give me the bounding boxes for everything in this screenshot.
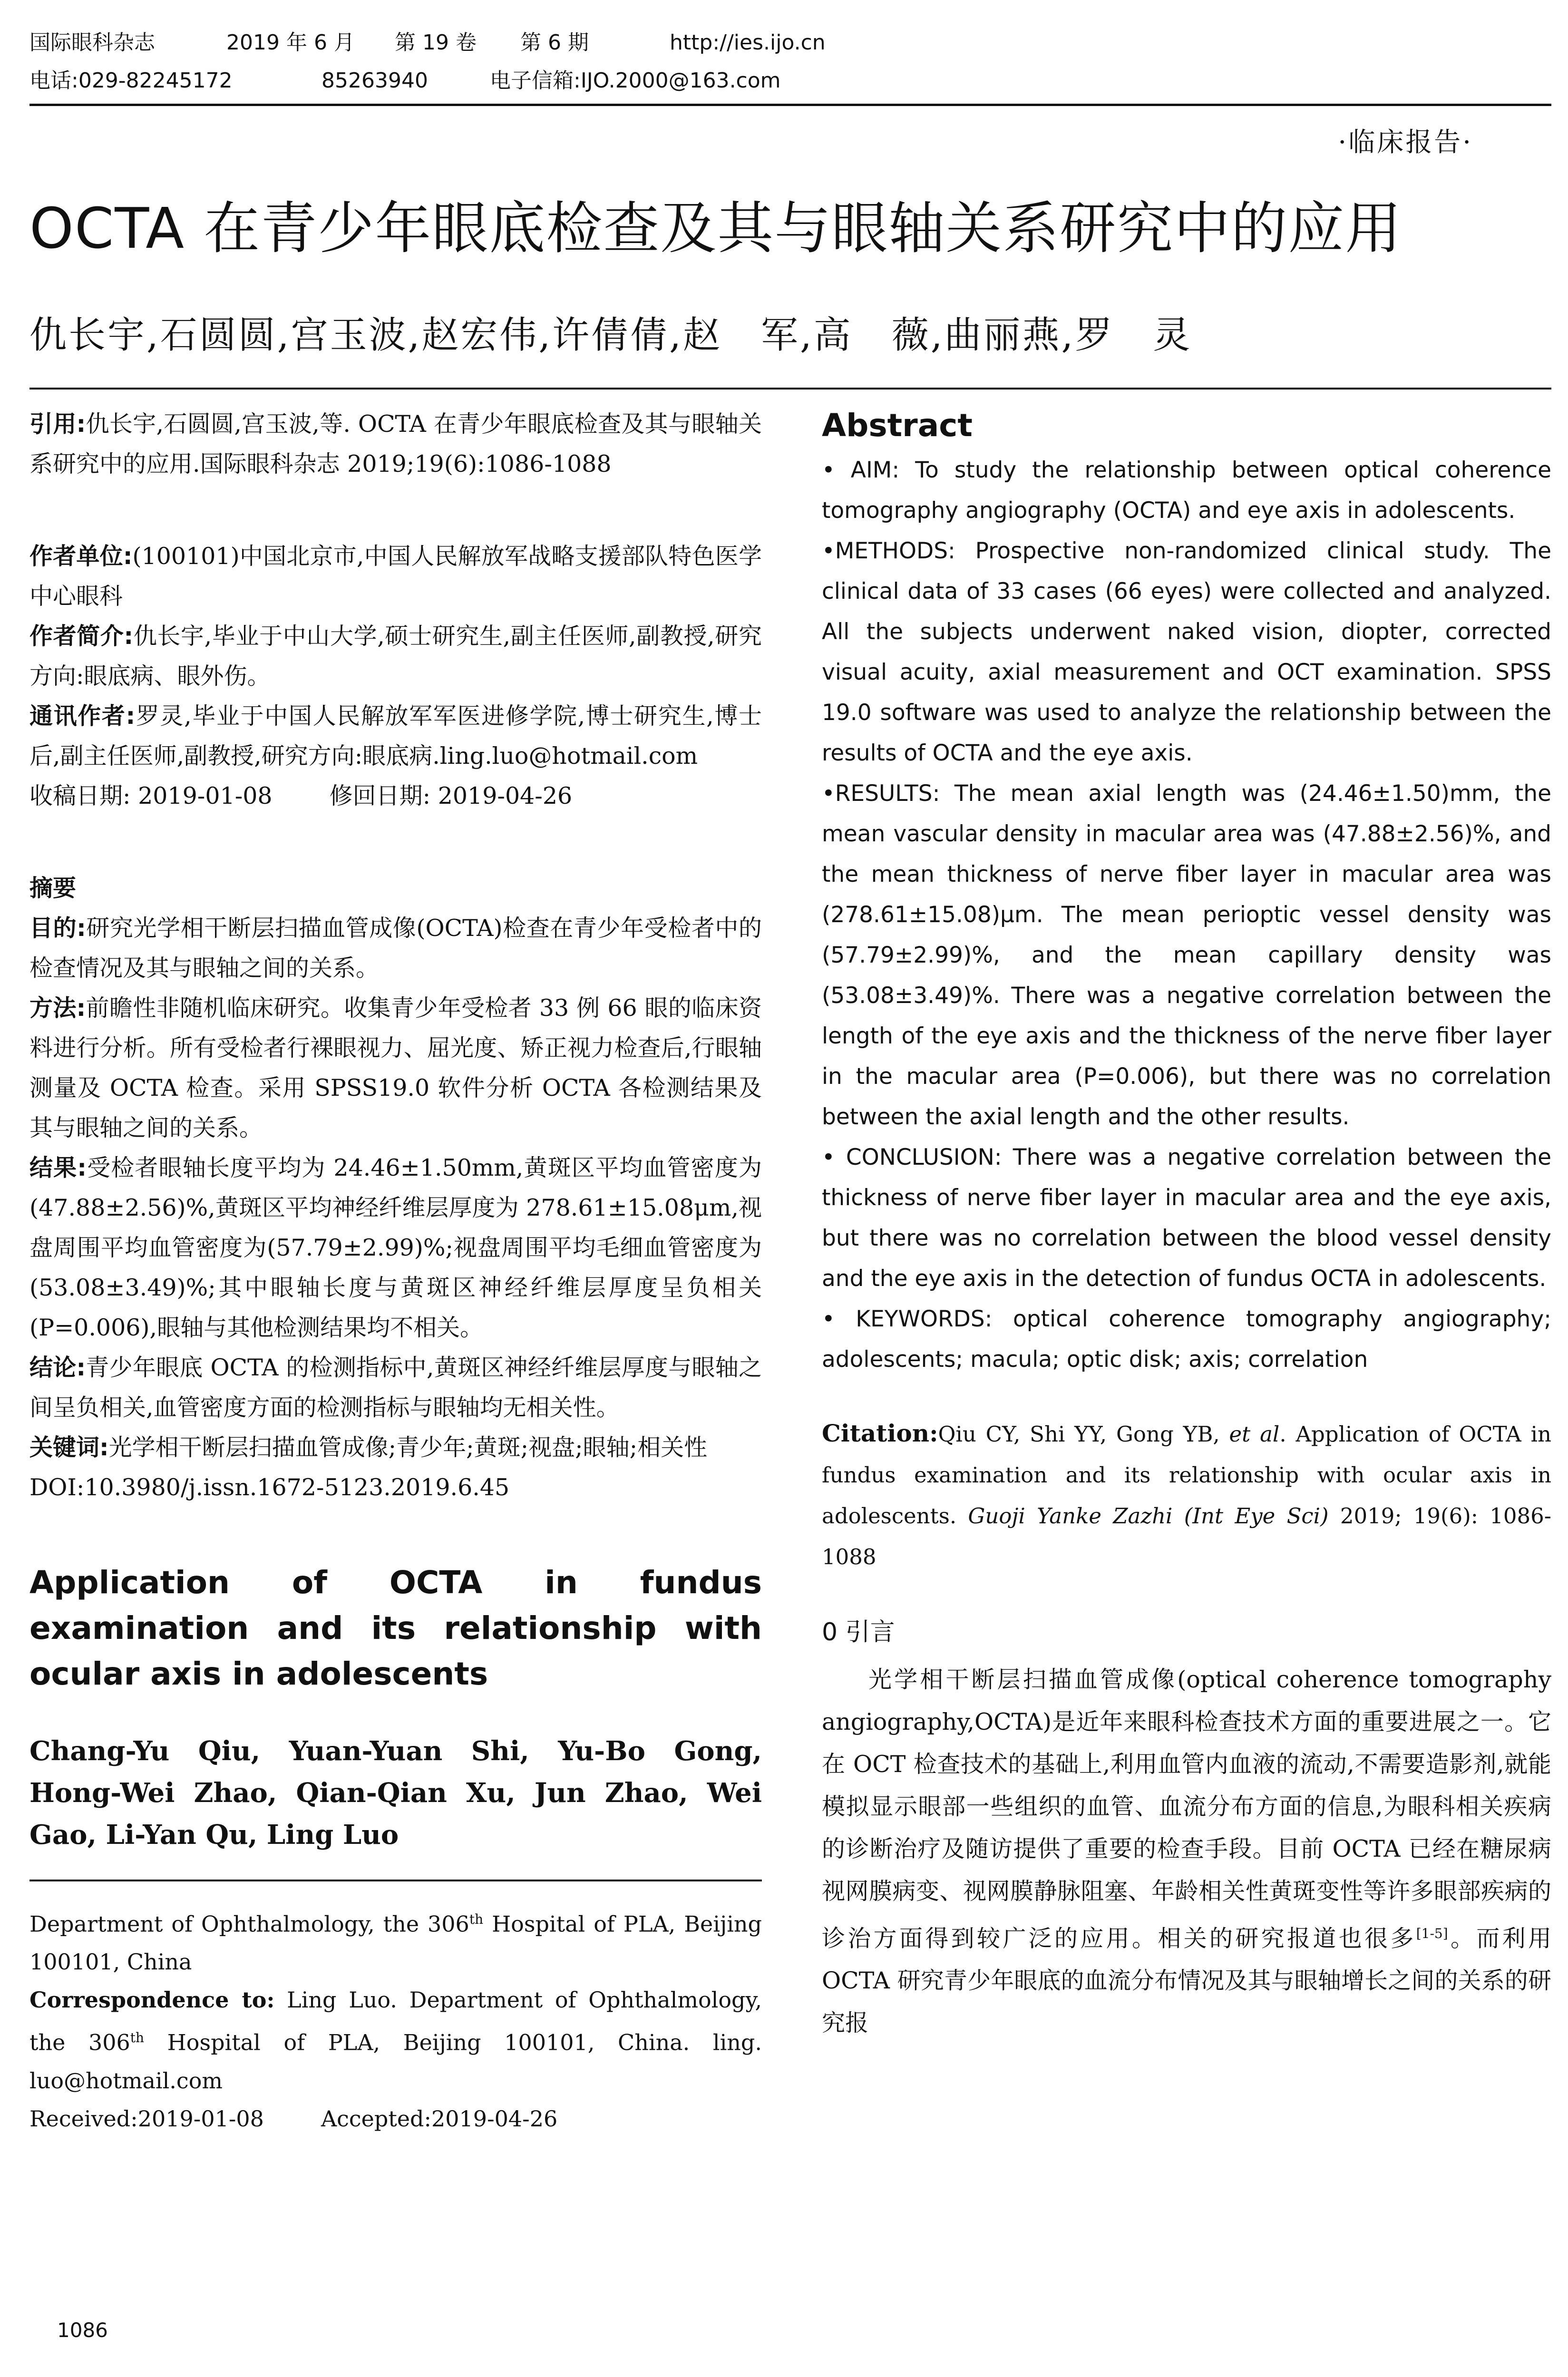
citation-cn-text: 仇长宇,石圆圆,宫玉波,等. OCTA 在青少年眼底检查及其与眼轴关系研究中的应用.国际眼科杂志 2019;19(6):1086-1088 (29, 410, 762, 477)
english-authors: Chang-Yu Qiu, Yuan-Yuan Shi, Yu-Bo Gong, Hong-Wei Zhao, Qian-Qian Xu, Jun Zhao, Wei Gao, Li-Yan Qu, Ling Luo (29, 1735, 762, 1851)
header-divider (29, 104, 1551, 106)
section-tag: ·临床报告· (1338, 127, 1473, 158)
dates-en (29, 2100, 762, 2138)
citation-cn-label: 引用: (29, 410, 86, 438)
methods-cn-label: 方法: (29, 994, 86, 1022)
aim-cn-label: 目的: (29, 915, 86, 942)
aim-cn-text: 研究光学相干断层扫描血管成像(OCTA)检查在青少年受检者中的检查情况及其与眼轴之间的关系。 (29, 915, 762, 982)
author-bio-label: 作者简介: (29, 623, 134, 650)
english-title: Application of OCTA in fundus examination and its relationship with ocular axis in adolescents (29, 1564, 762, 1692)
results-cn-label: 结果: (29, 1154, 87, 1181)
abstract-methods: •METHODS: Prospective non-randomized clinical study. The clinical data of 33 cases (66 eyes) were collected and analyzed. All the subjects underwent naked vision, diopter, corrected visual acuity, axial measurement and OCT examination. SPSS 19.0 software was used to analyze the relationship between the results of OCTA and the eye axis. (822, 538, 1551, 766)
received-en: Received:2019-01-08 (29, 2105, 264, 2132)
aim-cn (29, 908, 762, 988)
citation-en: Citation:Qiu CY, Shi YY, Gong YB, et al. Application of OCTA in fundus examination and its relationship with ocular axis in adolescents. Guoji Yanke Zazhi (Int Eye Sci) 2019; 19(6): 1086-1088 (822, 1419, 1551, 1569)
citation-cn (29, 404, 762, 484)
corresponding-author-label: 通讯作者: (29, 702, 136, 730)
abstract-conclusion: • CONCLUSION: There was a negative correlation between the thickness of nerve fiber layer in macular area and the eye axis, but there was no correlation between the blood vessel density and the eye axis in the detection of fundus OCTA in adolescents. (822, 1144, 1551, 1292)
revised-date: 修回日期: 2019-04-26 (329, 782, 573, 809)
results-cn-text: 受检者眼轴长度平均为 24.46±1.50mm,黄斑区平均血管密度为(47.88±2.56)%,黄斑区平均神经纤维层厚度为 278.61±15.08μm,视盘周围平均血管密度为(57.79±2.99)%;视盘周围平均毛细血管密度为(53.08±3.49)%;其中眼轴长度与黄斑区神经纤维层厚度呈负相关(P=0.006),眼轴与其他检测结果均不相关。 (29, 1154, 762, 1341)
abstract-results: •RESULTS: The mean axial length was (24.46±1.50)mm, the mean vascular density in macular area was (47.88±2.56)%, and the mean thickness of nerve fiber layer in macular area was (278.61±15.08)μm. The mean perioptic vessel density was (57.79±2.99)%, and the mean capillary density was (53.08±3.49)%. There was a negative correlation between the length of the eye axis and the thickness of the nerve fiber layer in the macular area (P=0.006), but there was no correlation between the axial length and the other results. (822, 780, 1551, 1130)
conclusion-cn (29, 1348, 762, 1428)
results-cn (29, 1148, 762, 1348)
dates-cn (29, 776, 762, 816)
corresponding-author (29, 696, 762, 776)
email[interactable]: 电子信箱:IJO.2000@163.com (490, 68, 781, 93)
abstract-cn-heading: 摘要 (29, 875, 77, 902)
journal-name: 国际眼科杂志 (29, 30, 155, 55)
methods-cn-text: 前瞻性非随机临床研究。收集青少年受检者 33 例 66 眼的临床资料进行分析。所有受检者行裸眼视力、屈光度、矫正视力检查后,行眼轴测量及 OCTA 检查。采用 SPSS19.0 软件分析 OCTA 各检测结果及其与眼轴之间的关系。 (29, 994, 762, 1141)
affiliation (29, 536, 762, 616)
author-bio-text: 仇长宇,毕业于中山大学,硕士研究生,副主任医师,副教授,研究方向:眼底病、眼外伤。 (29, 623, 762, 690)
article-title: OCTA 在青少年眼底检查及其与眼轴关系研究中的应用 (29, 195, 1402, 261)
abstract-aim: • AIM: To study the relationship between optical coherence tomography angiography (OCTA) and eye axis in adolescents. (822, 457, 1551, 524)
abstract-en-heading: Abstract (822, 407, 973, 444)
header-row-1 (29, 24, 1551, 62)
phone: 电话:029-82245172 (29, 68, 233, 93)
author-bio (29, 616, 762, 696)
keywords-cn-text: 光学相干断层扫描血管成像;青少年;黄斑;视盘;眼轴;相关性 (108, 1434, 708, 1461)
issue-date: 2019 年 6 月 (226, 30, 355, 55)
introduction-heading: 0 引言 (822, 1618, 895, 1646)
methods-cn (29, 988, 762, 1148)
affiliation-label: 作者单位: (29, 543, 133, 570)
reference-marker[interactable]: [1-5] (1416, 1926, 1448, 1941)
authors-chinese: 仇长宇,石圆圆,宫玉波,赵宏伟,许倩倩,赵 军,高 薇,曲丽燕,罗 灵 (29, 314, 1192, 357)
keywords-cn-label: 关键词: (29, 1434, 109, 1461)
affiliation-text: (100101)中国北京市,中国人民解放军战略支援部队特色医学中心眼科 (29, 543, 762, 610)
abstract-keywords: • KEYWORDS: optical coherence tomography angiography; adolescents; macula; optic disk; axis; correlation (822, 1306, 1551, 1373)
authors-divider (29, 388, 1551, 390)
department-en: Department of Ophthalmology, the 306th Hospital of PLA, Beijing 100101, China (29, 1911, 762, 1975)
header-row-2 (29, 62, 1551, 100)
conclusion-cn-label: 结论: (29, 1354, 86, 1381)
citation-en-label: Citation: (822, 1419, 938, 1447)
journal-header (29, 24, 1551, 100)
accepted-en: Accepted:2019-04-26 (321, 2105, 558, 2132)
volume: 第 19 卷 (395, 30, 477, 55)
correspondence-en-label: Correspondence to: (29, 1987, 275, 2013)
english-authors-divider (29, 1880, 762, 1881)
keywords-cn (29, 1428, 762, 1468)
page-number: 1086 (57, 2319, 108, 2342)
journal-website[interactable]: http://ies.ijo.cn (670, 30, 826, 55)
right-column (822, 404, 1551, 2044)
corresponding-author-text: 罗灵,毕业于中国人民解放军军医进修学院,博士研究生,博士后,副主任医师,副教授,研究方向:眼底病.ling.luo@hotmail.com (29, 702, 762, 770)
doi[interactable]: DOI:10.3980/j.issn.1672-5123.2019.6.45 (29, 1474, 510, 1501)
left-column (29, 404, 762, 2138)
phone-2: 85263940 (321, 68, 428, 93)
correspondence-en: Correspondence to: Ling Luo. Department of Ophthalmology, the 306th Hospital of PLA, Beijing 100101, China. ling. luo@hotmail.com (29, 1987, 762, 2094)
conclusion-cn-text: 青少年眼底 OCTA 的检测指标中,黄斑区神经纤维层厚度与眼轴之间呈负相关,血管密度方面的检测指标与眼轴均无相关性。 (29, 1354, 762, 1421)
received-date: 收稿日期: 2019-01-08 (29, 782, 273, 809)
citation-journal: Guoji Yanke Zazhi (Int Eye Sci) (968, 1503, 1329, 1529)
issue-number: 第 6 期 (520, 30, 589, 55)
introduction-text: 光学相干断层扫描血管成像(optical coherence tomography angiography,OCTA)是近年来眼科检查技术方面的重要进展之一。它在 OCT 检查技术的基础上,利用血管内血液的流动,不需要造影剂,就能模拟显示眼部一些组织的血管、血流分布方面的信息,为眼科相关疾病的诊断治疗及随访提供了重要的检查手段。目前 OCTA 已经在糖尿病视网膜病变、视网膜静脉阻塞、年龄相关性黄斑变性等许多眼部疾病的诊治方面得到较广泛的应用。相关的研究报道也很多[1-5]。而利用 OCTA 研究青少年眼底的血流分布情况及其与眼轴增长之间的关系的研究报 (822, 1666, 1551, 2037)
